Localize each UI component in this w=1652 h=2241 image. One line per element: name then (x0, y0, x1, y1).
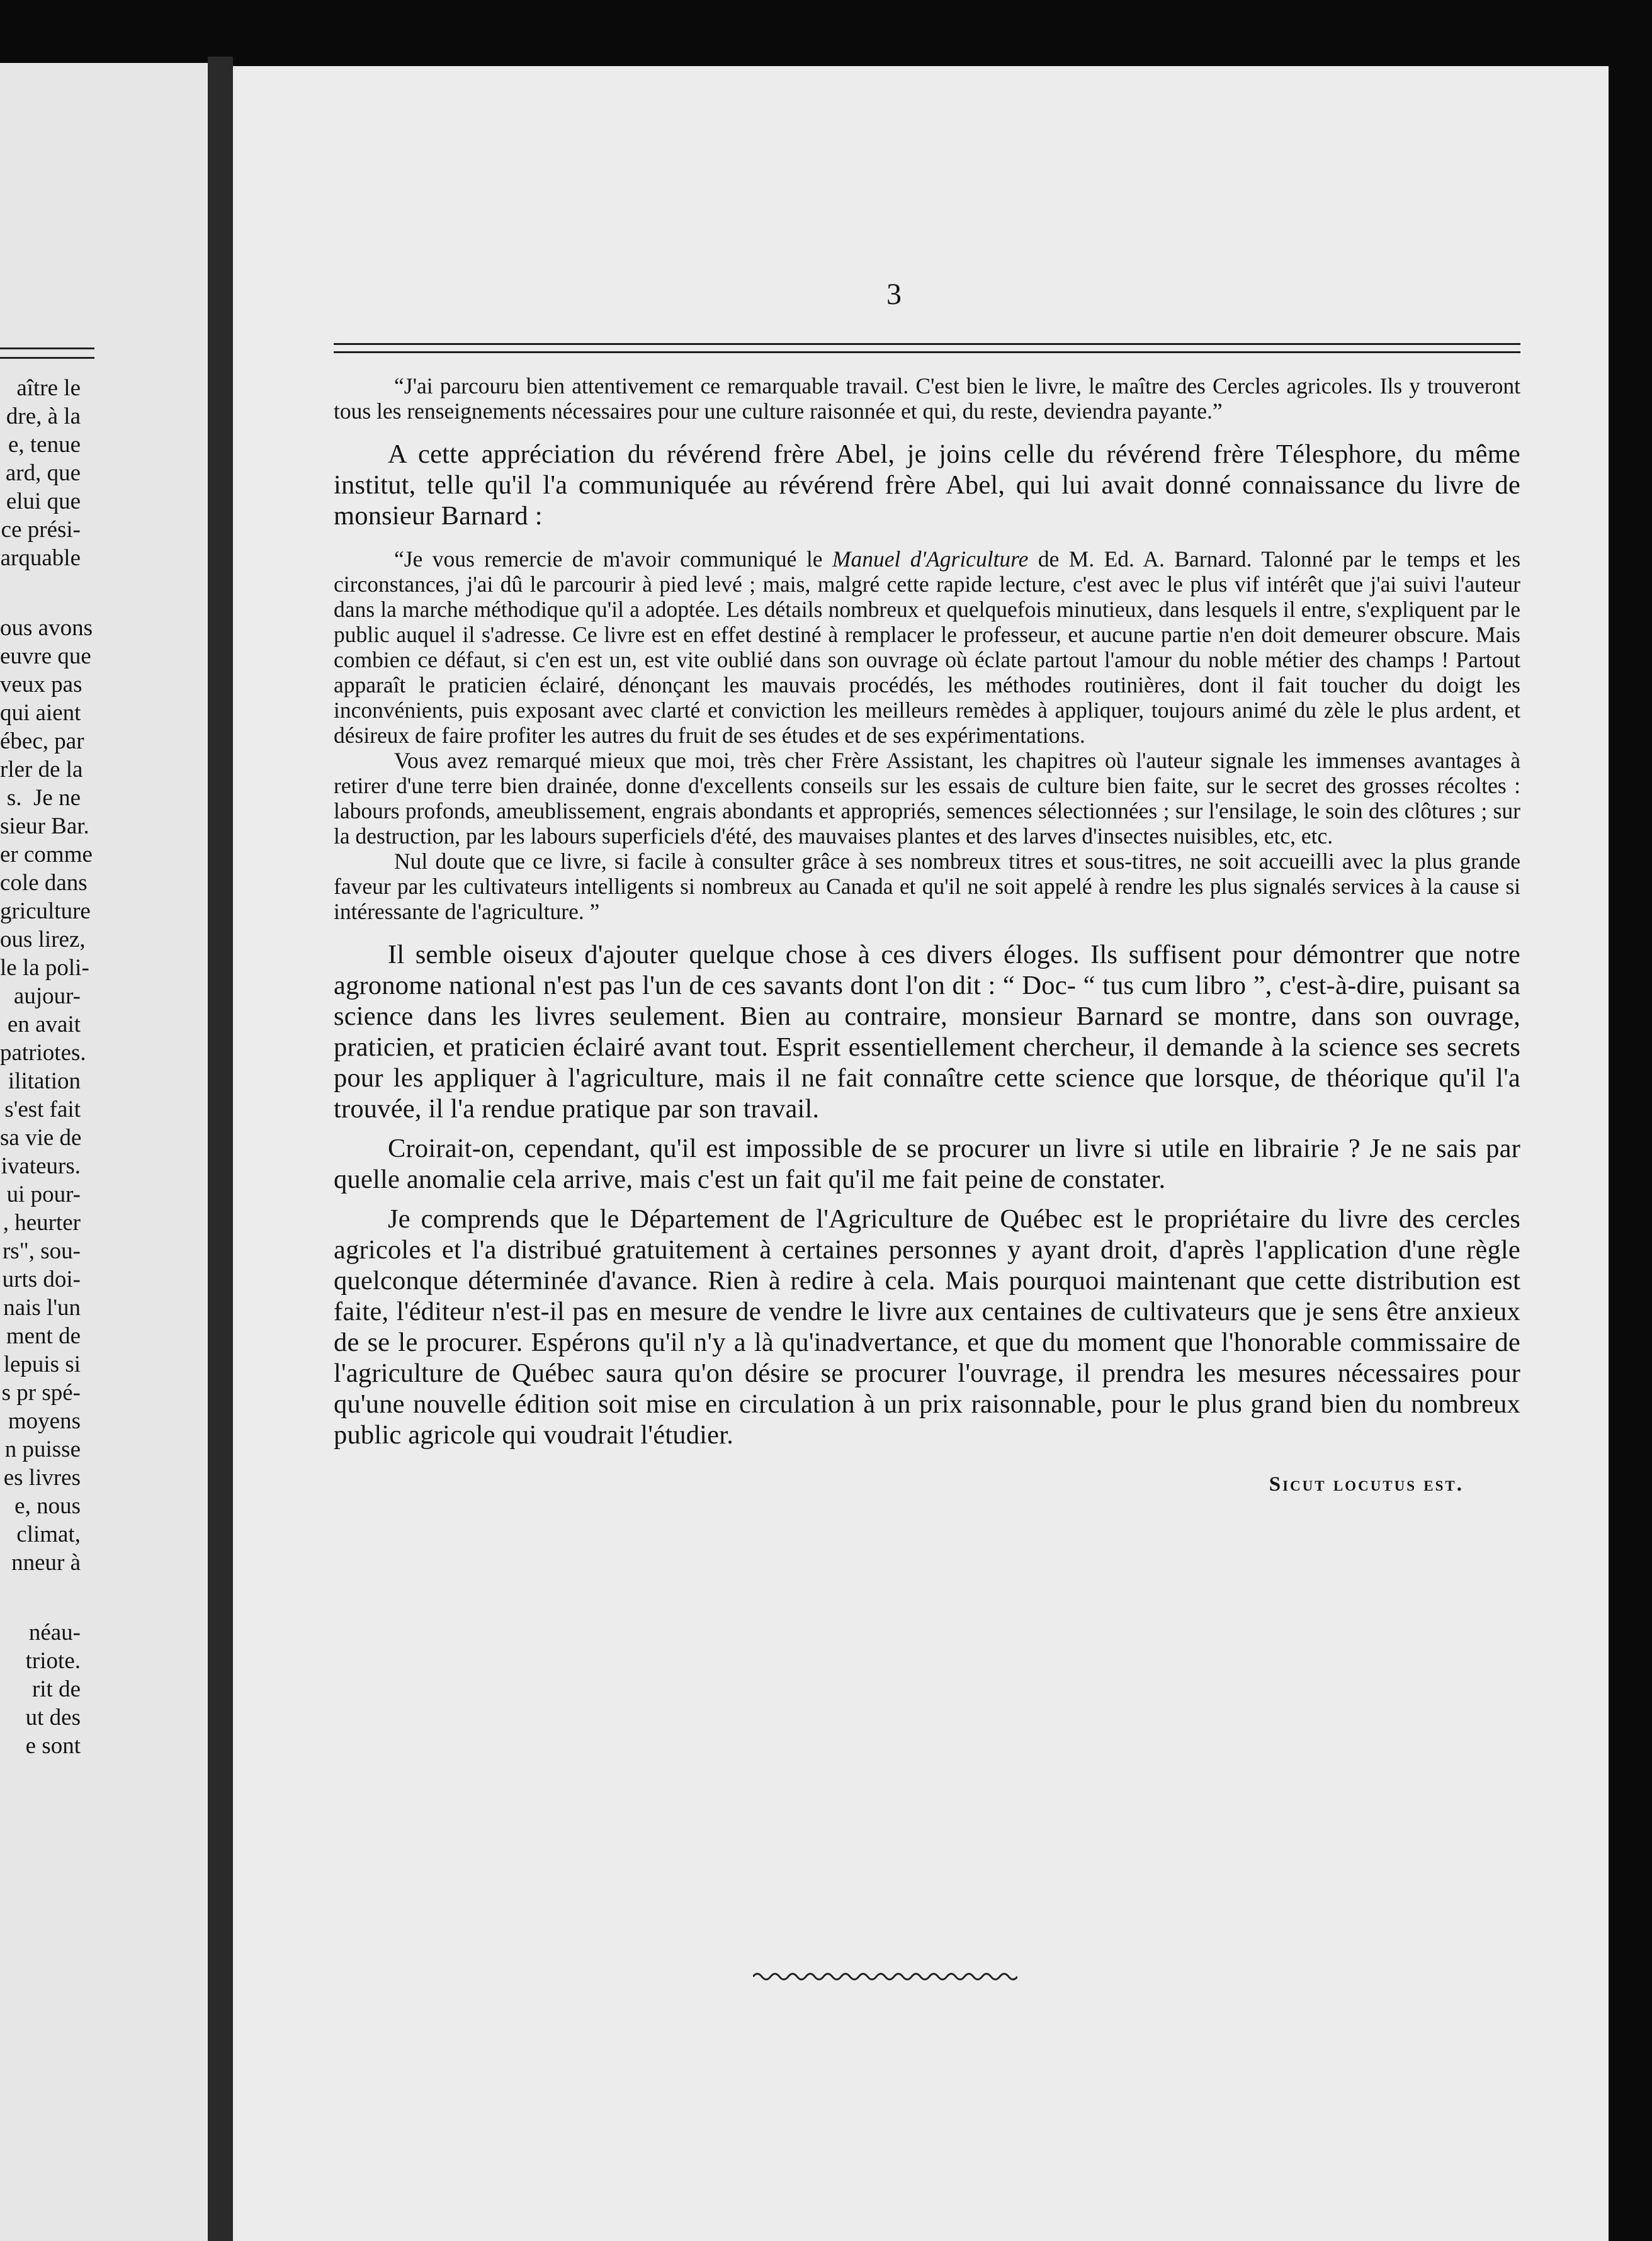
left-page-line: sieur Bar. (0, 813, 89, 839)
left-page-line: nneur à (11, 1550, 81, 1576)
left-page-line: s pr spé- (1, 1380, 81, 1406)
left-page-line: ilitation (8, 1068, 81, 1094)
left-page-line: griculture (0, 898, 91, 924)
right-page (233, 66, 1609, 2241)
left-page-line: aujour- (13, 983, 81, 1009)
left-page-line: euvre que (0, 643, 91, 669)
quote-frere-telesphore (334, 546, 1520, 748)
left-page-rule (0, 347, 94, 359)
left-page-line: e, tenue (8, 432, 81, 458)
left-page-line: triote. (25, 1648, 81, 1674)
article-body (334, 373, 1520, 1496)
paragraph-departement: Je comprends que le Département de l'Agriculture de Québec est le propriétaire du livre des cercles agricoles et l'a distribué gratuitement à certaines personnes y ayant droit, d'après l'application d'une règle quelconque déterminée d'avance. Rien à redire à cela. Mais pourquoi maintenant que cette distribution est faite, l'éditeur n'est-il pas en mesure de vendre le livre aux centaines de cultivateurs que je sens être anxieux de se le procurer. Espérons qu'il n'y a là qu'inadvertance, et que du moment que l'honorable commissaire de l'agriculture de Québec saura qu'on désire se procurer l'ouvrage, il prendra les mesures nécessaires pour qu'une nouvelle édition soit mise en circulation à un prix raisonnable, pour le plus grand bien du nombreux public agricole qui voudrait l'étudier. (334, 1204, 1520, 1450)
left-page-line: ut des (25, 1705, 81, 1730)
left-page-line: sa vie de (0, 1125, 82, 1151)
left-page-line: urts doi- (2, 1267, 81, 1292)
quote-text-continued: de M. Ed. A. Barnard. Talonné par le temps et les circonstances, j'ai dû le parcourir à pied levé ; mais, malgré cette rapide lecture, c'est avec le plus vif intérêt que j'ai suivi l'auteur dans la marche méthodique qu'il a adoptée. Les détails nombreux et quelquefois minutieux, dans lesquels il entre, s'expliquent par le public auquel il s'adresse. Ce livre est en effet destiné à remplacer le professeur, et aucune partie n'en doit demeurer obscure. Mais combien ce défaut, si c'en est un, est vite oublié dans son ouvrage où éclate partout l'amour du noble métier des champs ! Partout apparaît le praticien éclairé, dénonçant les mauvais procédés, les méthodes routinières, dont il fait toucher du doigt les inconvénients, puis exposant avec clarté et conviction les meilleurs remèdes à appliquer, toujours animé du zèle le plus ardent, et désireux de faire profiter les autres du fruit de ses études et de ses expérimentations. (334, 546, 1521, 748)
header-rule (334, 343, 1520, 353)
quote-paragraph-remarque: Vous avez remarqué mieux que moi, très cher Frère Assistant, les chapitres où l'auteur signale les immenses avantages à retirer d'une terre bien drainée, donne d'excellents conseils sur les essais de culture bien faite, sur le secret des grosses récoltes : labours profonds, ameublissement, engrais abondants et appropriés, semences sélectionnées ; sur l'ensilage, le soin des clôtures ; sur la destruction, par les labours superficiels d'été, des mauvaises plantes et des larves d'insectes nuisibles, etc, etc. (334, 748, 1520, 849)
left-page-line: rler de la (0, 757, 83, 782)
left-page-line: n puisse (4, 1437, 81, 1462)
left-page-line: nais l'un (3, 1295, 81, 1321)
left-page-line: ébec, par (0, 728, 84, 754)
left-page-line: ard, que (5, 460, 81, 486)
quote-text-start: “Je vous remercie de m'avoir communiqué le (394, 546, 832, 572)
left-page-line: s'est fait (4, 1097, 81, 1122)
quote-paragraph-nul-doute: Nul doute que ce livre, si facile à consulter grâce à ses nombreux titres et sous-titres, ne soit accueilli avec la plus grande faveur par les cultivateurs intelligents si nombreux au Canada et qu'il ne soit appelé à rendre les plus signalés services à la cause si intéressante de l'agriculture. ” (334, 849, 1520, 924)
wavy-ornament-icon (753, 1967, 1017, 1986)
left-page-line: patriotes. (0, 1040, 86, 1066)
left-page-line: néau- (28, 1620, 81, 1645)
left-page-line: climat, (16, 1521, 81, 1547)
left-page-line: dre, à la (6, 404, 81, 429)
left-page-line: ce prési- (1, 517, 81, 543)
left-page-line: e, nous (14, 1493, 81, 1519)
left-page-line: cole dans (0, 870, 88, 896)
left-page-line: ous lirez, (0, 927, 86, 952)
left-page-line: , heurter (3, 1210, 81, 1236)
left-page-line: es livres (3, 1465, 81, 1491)
left-page-fragment (0, 63, 208, 2241)
left-page-line: aître le (16, 375, 81, 401)
left-page-line: arquable (0, 545, 81, 571)
left-page-line: ivateurs. (1, 1153, 81, 1179)
left-page-line: e sont (25, 1733, 81, 1759)
left-page-line: en avait (7, 1012, 81, 1037)
page-gutter (208, 57, 233, 2241)
left-page-line: qui aient (0, 700, 81, 726)
left-page-line: ment de (6, 1323, 81, 1349)
left-page-line: rs", sou- (2, 1238, 81, 1264)
left-page-line: le la poli- (0, 955, 89, 981)
left-page-line: er comme (0, 842, 93, 867)
left-page-line: moyens (8, 1408, 81, 1434)
paragraph-librairie: Croirait-on, cependant, qu'il est impossible de se procurer un livre si utile en librairie ? Je ne sais par quelle anomalie cela arrive, mais c'est un fait qu'il me fait peine de constater. (334, 1134, 1520, 1194)
page-number: 3 (886, 278, 902, 311)
paragraph-eloges: Il semble oiseux d'ajouter quelque chose à ces divers éloges. Ils suffisent pour démontrer que notre agronome national n'est pas l'un de ces savants dont l'on dit : “ Doc- “ tus cum libro ”, c'est-à-dire, puisant sa science dans les livres seulement. Bien au contraire, monsieur Barnard se montre, dans son ouvrage, praticien, et praticien éclairé avant tout. Esprit essentiellement chercheur, il demande à la science ses secrets pour les appliquer à l'agriculture, mais il ne fait connaître cette science que lorsque, de théorique qu'il l'a trouvée, il l'a rendue pratique par son travail. (334, 940, 1520, 1124)
left-page-line: veux pas (0, 672, 82, 697)
left-page-line: lepuis si (3, 1352, 81, 1377)
quote-frere-abel: “J'ai parcouru bien attentivement ce remarquable travail. C'est bien le livre, le maître des Cercles agricoles. Ils y trouveront tous les renseignements nécessaires pour une culture raisonnée et qui, du reste, deviendra payante.” (334, 373, 1520, 424)
left-page-line: rit de (31, 1676, 81, 1702)
paragraph-intro-telesphore: A cette appréciation du révérend frère Abel, je joins celle du révérend frère Télesphore, du même institut, telle qu'il l'a communiquée au révérend frère Abel, qui lui avait donné connaissance du livre de monsieur Barnard : (334, 439, 1520, 531)
book-title: Manuel d'Agriculture (832, 546, 1029, 572)
left-page-line: elui que (6, 488, 81, 514)
left-page-line: ui pour- (6, 1182, 81, 1207)
left-page-line: s. Je ne (6, 785, 81, 811)
signature: Sicut locutus est. (1269, 1473, 1464, 1496)
left-page-line: ous avons (0, 615, 93, 641)
